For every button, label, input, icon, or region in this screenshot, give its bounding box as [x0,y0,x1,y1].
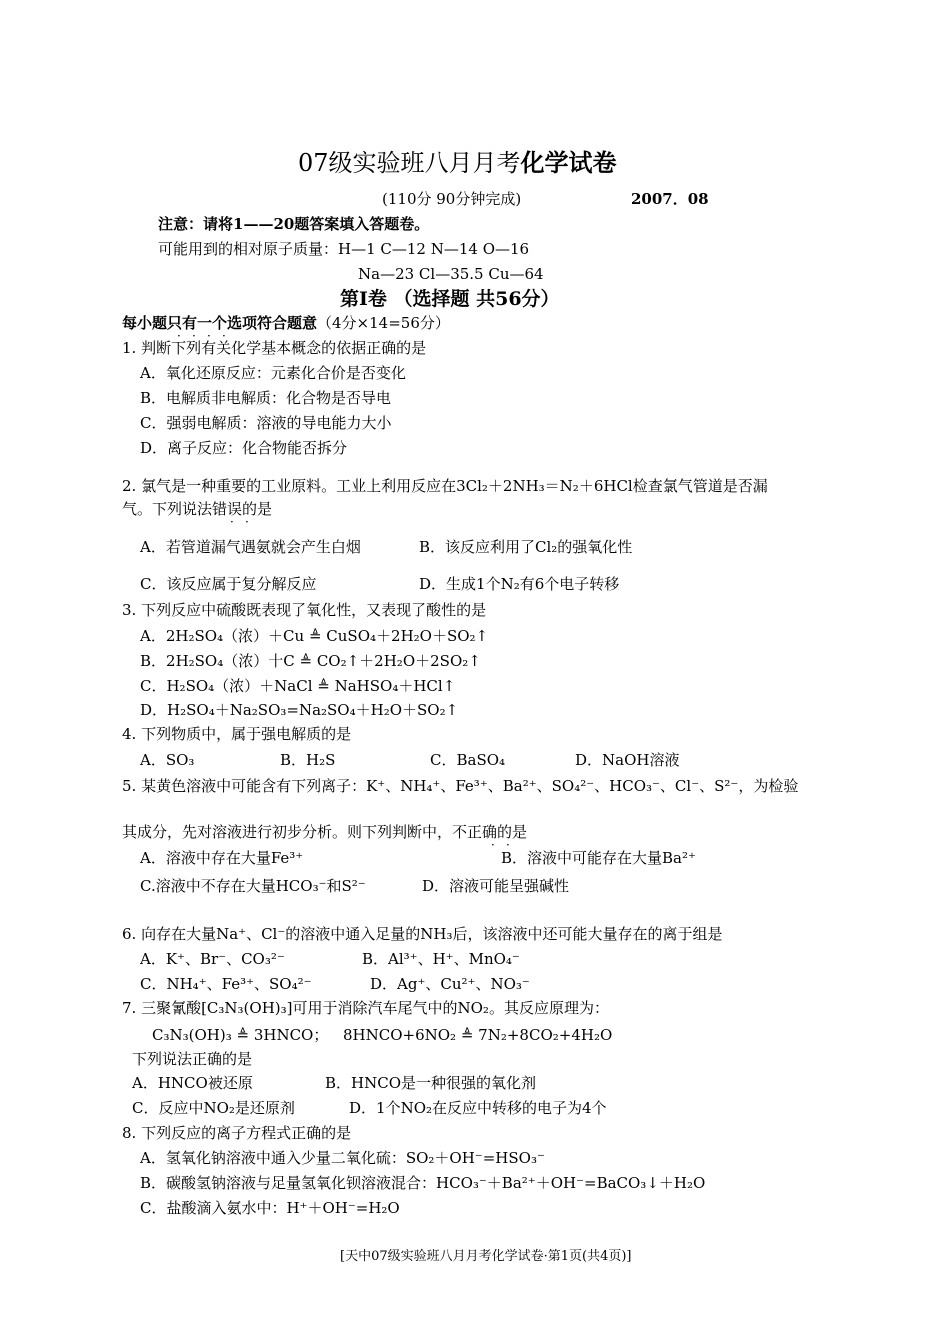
emphasis-dot: · [245,515,249,529]
q5-option-d: D．溶液可能呈强碱性 [422,877,570,895]
emphasis-dot: · [192,329,196,343]
instruction-rest: （4分×14=56分） [317,314,450,332]
q2-option-a: A．若管道漏气遇氨就会产生白烟 [140,538,361,556]
q6-option-b: B．Al³⁺、H⁺、MnO₄⁻ [362,950,520,968]
q1-option-b: B．电解质非电解质：化合物是否导电 [140,389,392,407]
q8-option-a: A．氢氧化钠溶液中通入少量二氧化硫：SO₂＋OH⁻=HSO₃⁻ [140,1149,545,1167]
q2-option-b: B．该反应利用了Cl₂的强氧化性 [419,538,633,556]
q1-stem: 1. 判断下列有关化学基本概念的依据正确的是 [122,339,427,357]
q7-option-a: A．HNCO被还原 [132,1074,253,1092]
q1-option-d: D．离子反应：化合物能否拆分 [140,439,348,457]
q4-stem: 4. 下列物质中，属于强电解质的是 [122,725,352,743]
q4-option-d: D．NaOH溶液 [575,751,680,769]
q1-option-a: A．氧化还原反应：元素化合价是否变化 [140,364,406,382]
q6-option-c: C．NH₄⁺、Fe³⁺、SO₄²⁻ [140,975,312,993]
q4-option-c: C．BaSO₄ [430,751,506,769]
q5-option-c: C.溶液中不存在大量HCO₃⁻和S²⁻ [140,877,366,895]
emphasis-dot: · [491,838,495,852]
q6-option-d: D．Ag⁺、Cu²⁺、NO₃⁻ [370,975,530,993]
q6-stem: 6. 向存在大量Na⁺、Cl⁻的溶液中通入足量的NH₃后，该溶液中还可能大量存在的离于组是 [122,925,723,943]
section-instruction [122,313,450,333]
q2-stem-1: 2. 氯气是一种重要的工业原料。工业上利用反应在3Cl₂＋2NH₃＝N₂＋6HCl检查氯气管道是否漏 [122,477,768,495]
q5-stem-1: 5. 某黄色溶液中可能含有下列离子：K⁺、NH₄⁺、Fe³⁺、Ba²⁺、SO₄²⁻、HCO₃⁻、Cl⁻、S²⁻，为检验 [122,777,799,795]
q8-option-b: B．碳酸氢钠溶液与足量氢氧化钡溶液混合：HCO₃⁻＋Ba²⁺＋OH⁻=BaCO₃↓＋H₂O [140,1174,706,1192]
q6-option-a: A．K⁺、Br⁻、CO₃²⁻ [140,950,285,968]
emphasis-dot: · [177,329,181,343]
q3-option-b: B．2H₂SO₄（浓）十C ≜ CO₂↑＋2H₂O＋2SO₂↑ [140,652,481,670]
atomic-mass-line-2: Na—23 Cl—35.5 Cu—64 [358,265,544,283]
q3-stem: 3. 下列反应中硫酸既表现了氧化性，又表现了酸性的是 [122,601,487,619]
title-plain: 07级实验班八月月考 [298,149,521,177]
emphasis-dot: · [207,329,211,343]
title-bold: 化学试卷 [520,148,617,177]
q5-stem-2: 其成分，先对溶液进行初步分析。则下列判断中，不正确的是 [122,823,528,841]
q7-stem: 7. 三聚氰酸[C₃N₃(OH)₃]可用于消除汽车尾气中的NO₂。其反应原理为： [122,999,609,1017]
emphasis-dot: · [230,515,234,529]
emphasis-dot: · [506,838,510,852]
q2-option-d: D．生成1个N₂有6个电子转移 [419,575,620,593]
q4-option-b: B．H₂S [280,751,336,769]
notice: 注意：请将1——20题答案填入答题卷。 [158,215,430,233]
emphasis-dot: · [222,329,226,343]
instruction-bold: 每小题只有一个选项符合题意 [122,314,318,332]
q2-option-c: C．该反应属于复分解反应 [140,575,317,593]
q1-option-c: C．强弱电解质：溶液的导电能力大小 [140,414,392,432]
q8-option-c: C．盐酸滴入氨水中：H⁺＋OH⁻=H₂O [140,1199,400,1217]
section-title: 第Ⅰ卷 （选择题 共56分） [340,288,560,310]
q7-prompt: 下列说法正确的是 [132,1050,253,1068]
q7-equation-1: C₃N₃(OH)₃ ≜ 3HNCO； [152,1026,329,1044]
q7-equation-2: 8HNCO+6NO₂ ≜ 7N₂+8CO₂+4H₂O [343,1026,613,1044]
q7-option-b: B．HNCO是一种很强的氧化剂 [325,1074,537,1092]
page-title [298,148,617,178]
atomic-mass-line-1: 可能用到的相对原子质量：H—1 C—12 N—14 O—16 [158,240,530,258]
q5-option-a: A．溶液中存在大量Fe³⁺ [140,849,304,867]
q8-stem: 8. 下列反应的离子方程式正确的是 [122,1124,352,1142]
q5-option-b: B．溶液中可能存在大量Ba²⁺ [501,849,696,867]
q3-option-c: C．H₂SO₄（浓）＋NaCl ≜ NaHSO₄＋HCl↑ [140,677,456,695]
time-note: (110分 90分钟完成) [382,190,522,208]
q2-stem-2: 气。下列说法错误的是 [122,500,273,518]
q7-option-d: D．1个NO₂在反应中转移的电子为4个 [349,1099,607,1117]
exam-date: 2007．08 [631,190,709,208]
q4-option-a: A．SO₃ [140,751,195,769]
page-footer: [天中07级实验班八月月考化学试卷·第1页(共4页)] [340,1249,632,1264]
q3-option-a: A．2H₂SO₄（浓）＋Cu ≜ CuSO₄＋2H₂O＋SO₂↑ [140,627,489,645]
q7-option-c: C．反应中NO₂是还原剂 [132,1099,295,1117]
q3-option-d: D．H₂SO₄＋Na₂SO₃=Na₂SO₄＋H₂O＋SO₂↑ [140,701,459,719]
